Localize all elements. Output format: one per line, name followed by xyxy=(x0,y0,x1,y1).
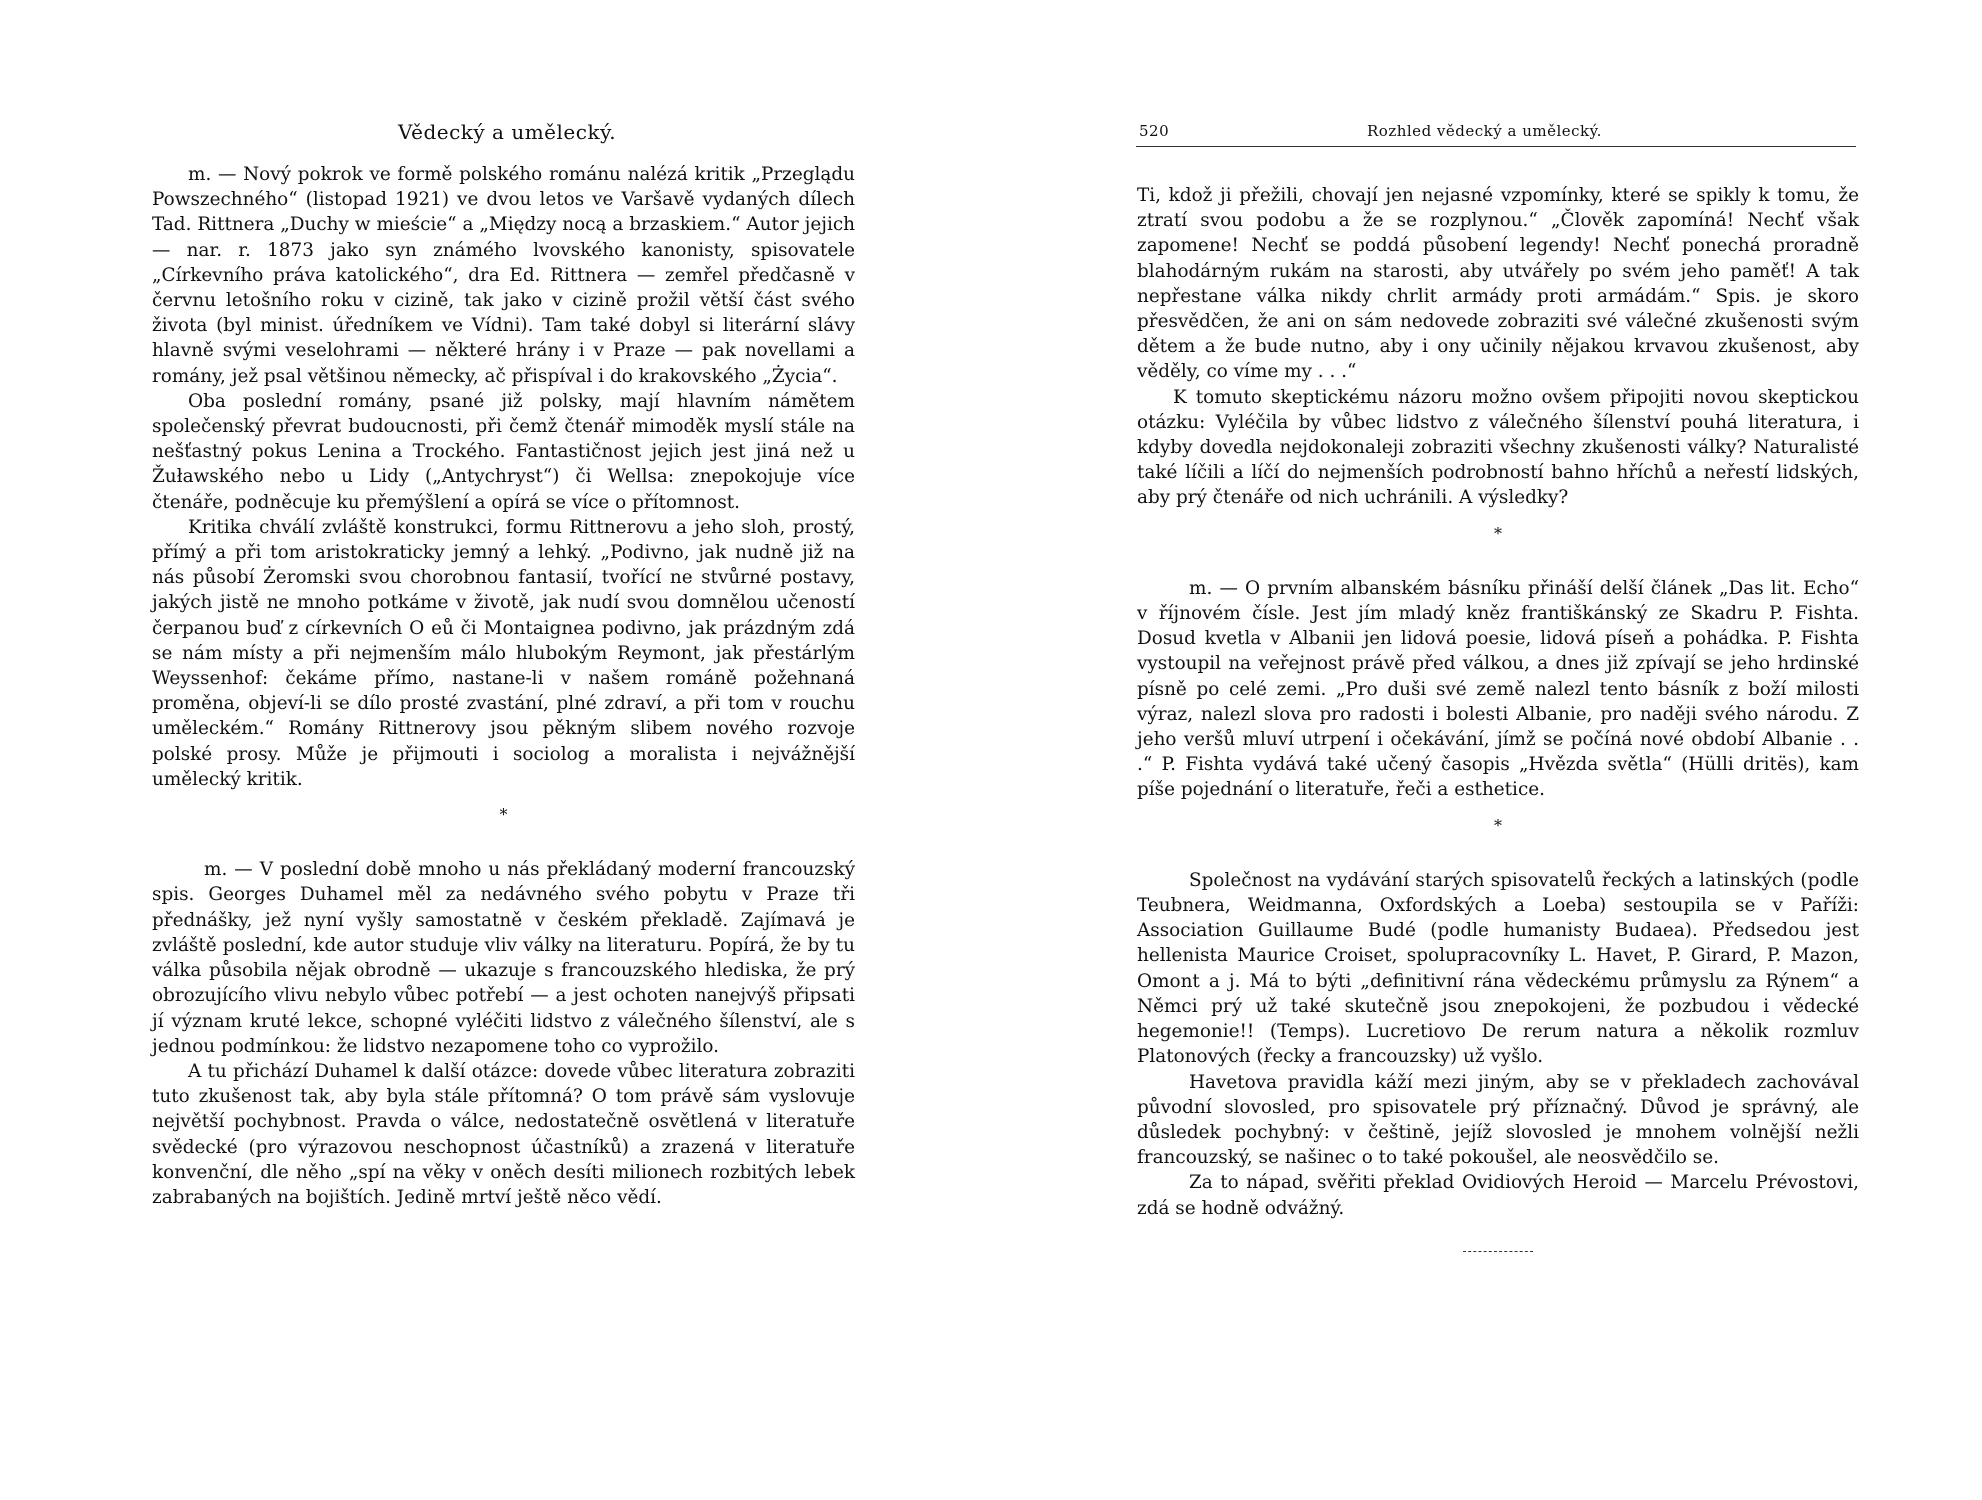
paragraph: m. — V poslední době mnoho u nás překládaný moderní francouzský spis. Georges Duhamel měl za nedávného svého pobytu v Praze tři přednášky, jež nyní vyšly samostatně v českém překladě. Zajímavá je zvláště poslední, kde autor studuje vliv války na literaturu. Popírá, že by tu válka působila nějak obrodně — ukazuje s francouzského hlediska, že prý obrozujícího vlivu nebylo vůbec potřebí — a jest ochoten nanejvýš připsati jí význam kruté lekce, schopné vyléčiti lidstvo z válečného šílenství, ale s jednou podmínkou: že lidstvo nezapomene toho co vyprožilo. xyxy=(152,859,855,1057)
paragraph: K tomuto skeptickému názoru možno ovšem připojiti novou skeptickou otázku: Vyléčila by vůbec lidstvo z válečného šílenství pouhá literatura, i kdyby dovedla nejdokonaleji zobraziti všechny zkušenosti války? Naturalisté také líčili a líčí do nejmenších podrobností bahno hříchů a neřestí lidských, aby prý čtenáře od nich uchránili. A výsledky? xyxy=(1137,386,1859,509)
paragraph: Havetova pravidla káží mezi jiným, aby se v překladech zachovával původní slovosled, pro spisovatele prý příznačný. Důvod je správný, ale důsledek pochybný: v češtině, jejíž slovosled je mnohem volnější nežli francouzský, se našinec o to také pokoušel, ale neosvědčilo se. xyxy=(1137,1071,1859,1169)
header-rule xyxy=(1136,146,1856,147)
text-column-left xyxy=(152,162,855,1210)
paragraph: Za to nápad, svěřiti překlad Ovidiových Heroid — Marcelu Prévostovi, zdá se hodně odvážný. xyxy=(1137,1172,1859,1219)
end-rule xyxy=(1463,1251,1533,1252)
paragraph: Kritika chválí zvláště konstrukci, formu Rittnerovu a jeho sloh, prostý, přímý a při tom aristokraticky jemný a lehký. „Podivno, jak nudně již na nás působí Żeromski svou chorobnou fantasií, tvořící ne stvůrné postavy, jakých jistě ne mnoho potkáme v životě, jak nudí svou domnělou učeností čerpanou buď z církevních O eů či Montaignea podivno, jak prázdným zdá se nám místy a při nejmenším málo hlubokým Reymont, jak přestárlým Weyssenhof: čekáme přímo, nastane-li v našem románě požehnaná proměna, objeví-li se dílo prosté zvastání, plné zdraví, a při tom v rouchu uměleckém.“ Romány Rittnerovy jsou pěkným slibem nového rozvoje polské prosy. Může je přijmouti i sociolog a moralista i nejvážnější umělecký kritik. xyxy=(152,516,855,790)
page-number: 520 xyxy=(1139,122,1170,140)
paragraph: m. — O prvním albanském básníku přináší delší článek „Das lit. Echo“ v říjnovém čísle. Jest jím mladý kněz františkánský ze Skadru P. Fishta. Dosud kvetla v Albanii jen lidová poesie, lidová píseň a pohádka. P. Fishta vystoupil na veřejnost právě před válkou, a dnes již zpívají se jeho hrdinské písně po celé zemi. „Pro duši své země nalezl tento básník z boží milosti výraz, nalezl slova pro radosti i bolesti Albanie, pro naději svého národu. Z jeho veršů mluví utrpení i očekávání, jímž se počíná nové období Albanie . . .“ P. Fishta vydává také učený časopis „Hvězda světla“ (Hülli dritës), kam píše pojednání o literatuře, řeči a esthetice. xyxy=(1137,577,1859,801)
paragraph: m. — Nový pokrok ve formě polského románu nalézá kritik „Przeglądu Powszechného“ (listopad 1921) ve dvou letos ve Varšavě vydaných dílech Tad. Rittnera „Duchy w mieście“ a „Między nocą a brzaskiem.“ Autor jejich — nar. r. 1873 jako syn známého lvovského kanonisty, spisovatele „Církevního práva katolického“, dra Ed. Rittnera — zemřel předčasně v červnu letošního roku v cizině, tak jako v cizině prožil větší část svého života (byl minist. úředníkem ve Vídni). Tam také dobyl si literární slávy hlavně svými veselohrami — některé hrány i v Praze — pak novellami a romány, jež psal většinou německy, ač přispíval i do krakovského „Życia“. xyxy=(152,164,855,387)
right-page xyxy=(991,0,1982,1500)
section-separator: * xyxy=(1494,523,1502,543)
paragraph: Ti, kdož ji přežili, chovají jen nejasné vzpomínky, které se spikly k tomu, že ztratí svou podobu a že se rozplynou.“ „Člověk zapomíná! Nechť však zapomene! Nechť se poddá působení legendy! Nechť ponechá proradně blahodárným rukám na starosti, aby utvářely po svém jeho paměť! A tak nepřestane válka nikdy chrlit armády proti armádám.“ Spis. je skoro přesvědčen, že ani on sám nedovede zobraziti své válečné zkušenosti svým dětem a že bude nutno, aby i ony učinily nějakou krvavou zkušenost, aby věděly, co víme my . . .“ xyxy=(1137,185,1859,383)
text-column-right xyxy=(1137,183,1859,1252)
paragraph: Oba poslední romány, psané již polsky, mají hlavním námětem společenský převrat budoucnosti, při čemž čtenář mimoděk myslí stále na nešťastný pokus Lenina a Trockého. Fantastičnost jejich jest jiná než u Žuławského nebo u Lidy („Antychryst“) či Wellsa: znepokojuje více čtenáře, podněcuje ku přemýšlení a opírá se více o přítomnost. xyxy=(152,390,855,513)
paragraph: A tu přichází Duhamel k další otázce: dovede vůbec literatura zobraziti tuto zkušenost tak, aby byla stále přítomná? O tom právě sám vyslovuje největší pochybnost. Pravda o válce, nedostatečně osvětlená v literatuře svědecké (pro výrazovou neschopnost účastníků) a zrazená v literatuře konvenční, dle něho „spí na věky v oněch desíti milionech rozbitých lebek zabrabaných na bojištích. Jedině mrtví ještě něco vědí. xyxy=(152,1060,855,1208)
running-head: Vědecký a umělecký. xyxy=(398,120,617,144)
running-head: Rozhled vědecký a umělecký. xyxy=(1367,122,1602,140)
paragraph: Společnost na vydávání starých spisovatelů řeckých a latinských (podle Teubnera, Weidmanna, Oxfordských a Loeba) sestoupila se v Paříži: Association Guillaume Budé (podle humanisty Budaea). Předsedou jest hellenista Maurice Croiset, spolupracovníky L. Havet, P. Girard, P. Mazon, Omont a j. Má to býti „definitivní rána vědeckému průmyslu za Rýnem“ a Němci prý už také skutečně jsou znepokojeni, že pozbudou i vědecké hegemonie!! (Temps). Lucretiovo De rerum natura a několik rozmluv Platonových (řecky a francouzsky) už vyšlo. xyxy=(1137,869,1859,1068)
section-separator: * xyxy=(499,805,508,825)
section-separator: * xyxy=(1494,815,1502,835)
